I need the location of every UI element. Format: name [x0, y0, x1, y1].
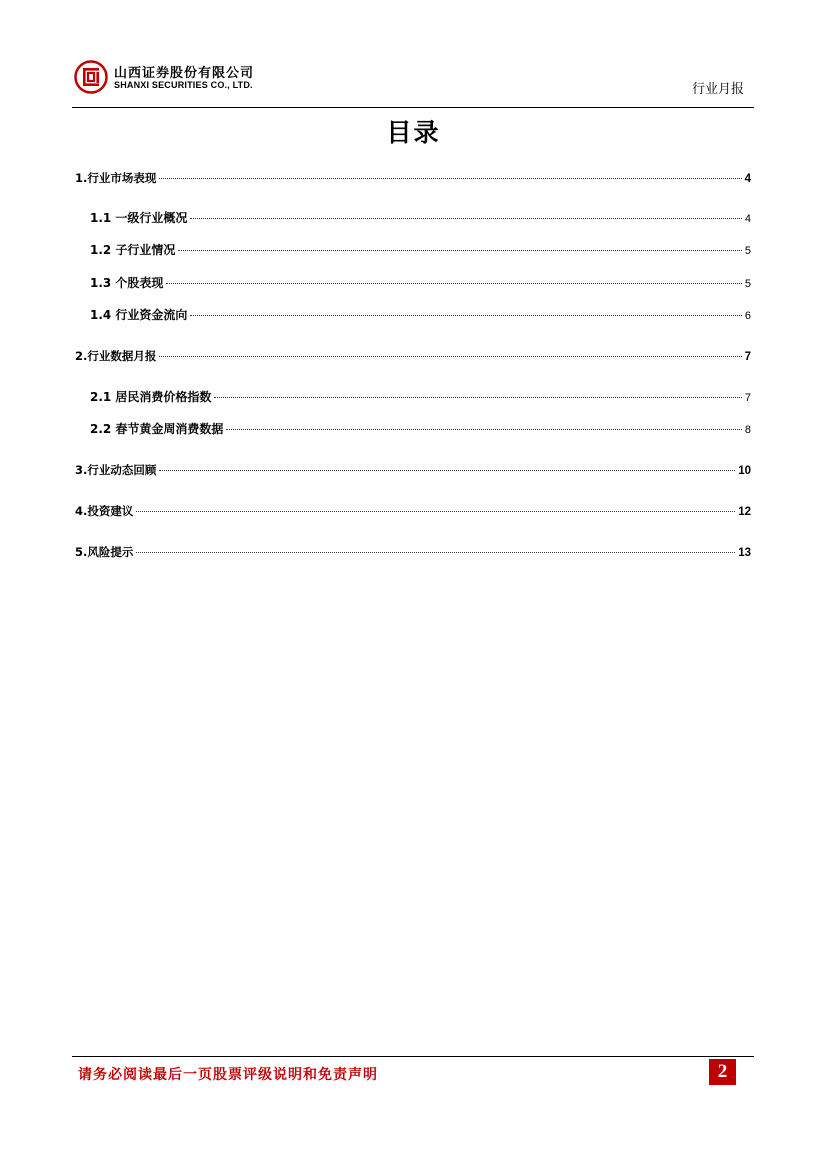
toc-entry-text: 5.风险提示 — [75, 545, 134, 559]
toc-entry-page: 7 — [744, 351, 751, 363]
toc-entry-page: 4 — [744, 213, 751, 225]
toc-leader — [136, 552, 735, 553]
toc-entry-page: 5 — [744, 278, 751, 290]
company-logo-icon — [74, 60, 108, 94]
page-number: 2 — [709, 1059, 736, 1085]
toc-entry-text: 3.行业动态回顾 — [75, 463, 157, 477]
toc-leader — [166, 283, 741, 284]
toc-entry[interactable] — [75, 348, 751, 364]
toc-entry[interactable] — [75, 462, 751, 478]
disclaimer-text: 请务必阅读最后一页股票评级说明和免责声明 — [78, 1067, 378, 1083]
toc-entry-page: 12 — [738, 506, 751, 518]
toc-entry[interactable] — [90, 306, 751, 323]
toc-entry-page: 5 — [744, 245, 751, 257]
toc-entry-page: 13 — [738, 547, 751, 559]
toc-leader — [214, 397, 741, 398]
toc-leader — [190, 315, 741, 316]
company-name-cn: 山西证券股份有限公司 — [114, 66, 255, 81]
toc-entry-text: 1.1 一级行业概况 — [90, 211, 188, 225]
toc-entry-page: 10 — [738, 465, 751, 477]
page-header — [72, 58, 754, 108]
company-name-en: SHANXI SECURITIES CO., LTD. — [114, 80, 253, 90]
toc-entry-page: 6 — [744, 310, 751, 322]
toc-leader — [136, 511, 735, 512]
toc-entry[interactable] — [75, 170, 751, 186]
toc-entry-page: 7 — [744, 392, 751, 404]
toc-entry[interactable] — [90, 420, 751, 437]
footer-divider — [72, 1056, 754, 1057]
toc-entry[interactable] — [90, 209, 751, 226]
toc-entry-text: 1.3 个股表现 — [90, 276, 164, 290]
toc-leader — [190, 218, 741, 219]
toc-entry-text: 1.行业市场表现 — [75, 171, 157, 185]
toc-entry-page: 8 — [744, 424, 751, 436]
toc-entry-page: 4 — [744, 173, 751, 185]
toc-leader — [159, 356, 741, 357]
toc-leader — [226, 429, 741, 430]
header-divider — [72, 107, 754, 108]
toc-leader — [159, 178, 741, 179]
report-type: 行业月报 — [691, 82, 744, 97]
toc-entry-text: 2.1 居民消费价格指数 — [90, 390, 212, 404]
toc-entry-text: 2.行业数据月报 — [75, 349, 157, 363]
toc-entry[interactable] — [75, 544, 751, 560]
toc-entry[interactable] — [90, 241, 751, 258]
toc-entry-text: 1.4 行业资金流向 — [90, 308, 188, 322]
toc-entry-text: 2.2 春节黄金周消费数据 — [90, 422, 224, 436]
toc-entry[interactable] — [90, 388, 751, 405]
toc-entry-text: 4.投资建议 — [75, 504, 134, 518]
toc-entry-text: 1.2 子行业情况 — [90, 243, 176, 257]
toc-entry[interactable] — [75, 503, 751, 519]
toc-leader — [178, 250, 741, 251]
toc-entry[interactable] — [90, 274, 751, 291]
toc-leader — [159, 470, 735, 471]
toc-title: 目录 — [386, 118, 441, 147]
